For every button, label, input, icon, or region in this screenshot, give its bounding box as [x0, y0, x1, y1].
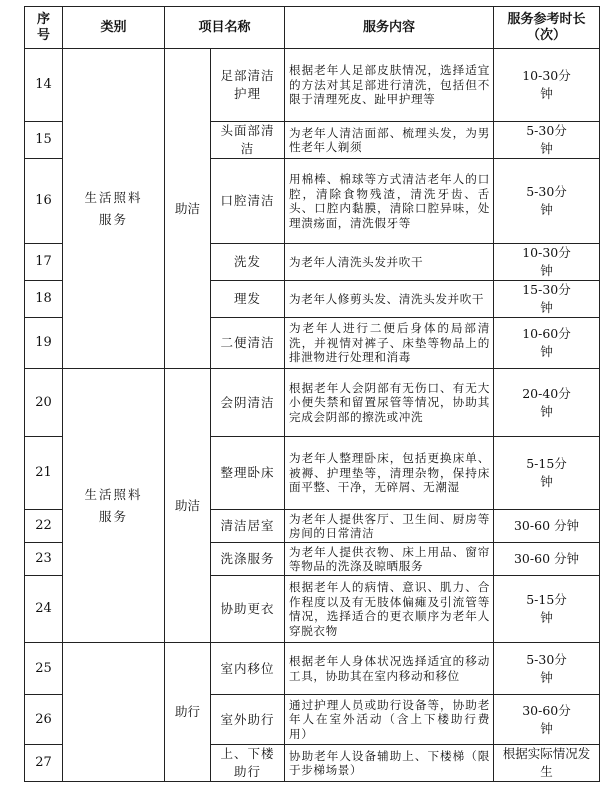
row-number: 25	[25, 643, 63, 695]
row-number: 16	[25, 159, 63, 244]
table-row	[25, 369, 600, 437]
duration-cell: 30-60 分钟	[494, 510, 600, 543]
project-cell: 洗涤服务	[211, 543, 285, 576]
table-row	[25, 49, 600, 122]
project-cell: 理发	[211, 281, 285, 318]
content-cell: 根据老年人身体状况选择适宜的移动工具，协助其在室内移动和移位	[285, 643, 494, 695]
row-number: 20	[25, 369, 63, 437]
duration-cell: 5-15分钟	[494, 437, 600, 510]
duration-cell: 10-30分钟	[494, 49, 600, 122]
row-number: 17	[25, 244, 63, 281]
duration-cell: 15-30分钟	[494, 281, 600, 318]
content-cell: 根据老年人的病情、意识、肌力、合作程度以及有无肢体偏瘫及引流管等情况，选择适合的更衣顺序为老年人穿脱衣物	[285, 576, 494, 643]
subcategory-cell: 助行	[165, 643, 211, 782]
table-row	[25, 643, 600, 695]
duration-cell: 根据实际情况发生	[494, 745, 600, 782]
content-cell: 为老年人进行二便后身体的局部清洗，并视情对裤子、床垫等物品上的排泄物进行处理和消毒	[285, 318, 494, 369]
row-number: 27	[25, 745, 63, 782]
content-cell: 为老年人清洗头发并吹干	[285, 244, 494, 281]
row-number: 22	[25, 510, 63, 543]
project-cell: 室外助行	[211, 695, 285, 745]
subcategory-cell: 助洁	[165, 49, 211, 369]
project-cell: 二便清洁	[211, 318, 285, 369]
row-number: 18	[25, 281, 63, 318]
row-number: 23	[25, 543, 63, 576]
content-cell: 为老年人整理卧床，包括更换床单、被褥、护理垫等，清理杂物，保持床面平整、干净，无碎屑、无潮湿	[285, 437, 494, 510]
row-number: 24	[25, 576, 63, 643]
project-cell: 整理卧床	[211, 437, 285, 510]
project-cell: 室内移位	[211, 643, 285, 695]
row-number: 14	[25, 49, 63, 122]
project-cell: 口腔清洁	[211, 159, 285, 244]
category-cell-empty	[63, 643, 165, 782]
row-number: 26	[25, 695, 63, 745]
duration-cell: 5-15分钟	[494, 576, 600, 643]
project-cell: 会阴清洁	[211, 369, 285, 437]
content-cell: 为老年人清洁面部、梳理头发，为男性老年人剃须	[285, 122, 494, 159]
row-number: 19	[25, 318, 63, 369]
header-seq: 序号	[25, 7, 63, 49]
service-table	[24, 6, 600, 782]
project-cell: 上、下楼助行	[211, 745, 285, 782]
category-cell: 生活照料服务	[63, 369, 165, 643]
subcategory-cell: 助洁	[165, 369, 211, 643]
content-cell: 根据老年人会阴部有无伤口、有无大小便失禁和留置尿管等情况，协助其完成会阴部的擦洗或冲洗	[285, 369, 494, 437]
header-row	[25, 7, 600, 49]
content-cell: 为老年人提供衣物、床上用品、窗帘等物品的洗涤及晾晒服务	[285, 543, 494, 576]
duration-cell: 5-30分钟	[494, 159, 600, 244]
content-cell: 通过护理人员或助行设备等，协助老年人在室外活动（含上下楼助行费用）	[285, 695, 494, 745]
duration-cell: 30-60分钟	[494, 695, 600, 745]
duration-cell: 5-30分钟	[494, 643, 600, 695]
duration-cell: 10-30分钟	[494, 244, 600, 281]
project-cell: 洗发	[211, 244, 285, 281]
header-duration: 服务参考时长（次）	[494, 7, 600, 49]
project-cell: 清洁居室	[211, 510, 285, 543]
content-cell: 为老年人提供客厅、卫生间、厨房等房间的日常清洁	[285, 510, 494, 543]
duration-cell: 20-40分钟	[494, 369, 600, 437]
category-cell: 生活照料服务	[63, 49, 165, 369]
project-cell: 足部清洁护理	[211, 49, 285, 122]
content-cell: 为老年人修剪头发、清洗头发并吹干	[285, 281, 494, 318]
content-cell: 协助老年人设备辅助上、下楼梯（限于步梯场景）	[285, 745, 494, 782]
row-number: 21	[25, 437, 63, 510]
content-cell: 根据老年人足部皮肤情况，选择适宜的方法对其足部进行清洗，包括但不限于清理死皮、趾甲护理等	[285, 49, 494, 122]
duration-cell: 10-60分钟	[494, 318, 600, 369]
duration-cell: 5-30分钟	[494, 122, 600, 159]
header-project: 项目名称	[165, 7, 285, 49]
duration-cell: 30-60 分钟	[494, 543, 600, 576]
header-content: 服务内容	[285, 7, 494, 49]
content-cell: 用棉棒、棉球等方式清洁老年人的口腔，清除食物残渣，清洗牙齿、舌头、口腔内黏膜，清除口腔异味，处理溃疡面，清洗假牙等	[285, 159, 494, 244]
project-cell: 协助更衣	[211, 576, 285, 643]
header-category: 类别	[63, 7, 165, 49]
project-cell: 头面部清洁	[211, 122, 285, 159]
row-number: 15	[25, 122, 63, 159]
